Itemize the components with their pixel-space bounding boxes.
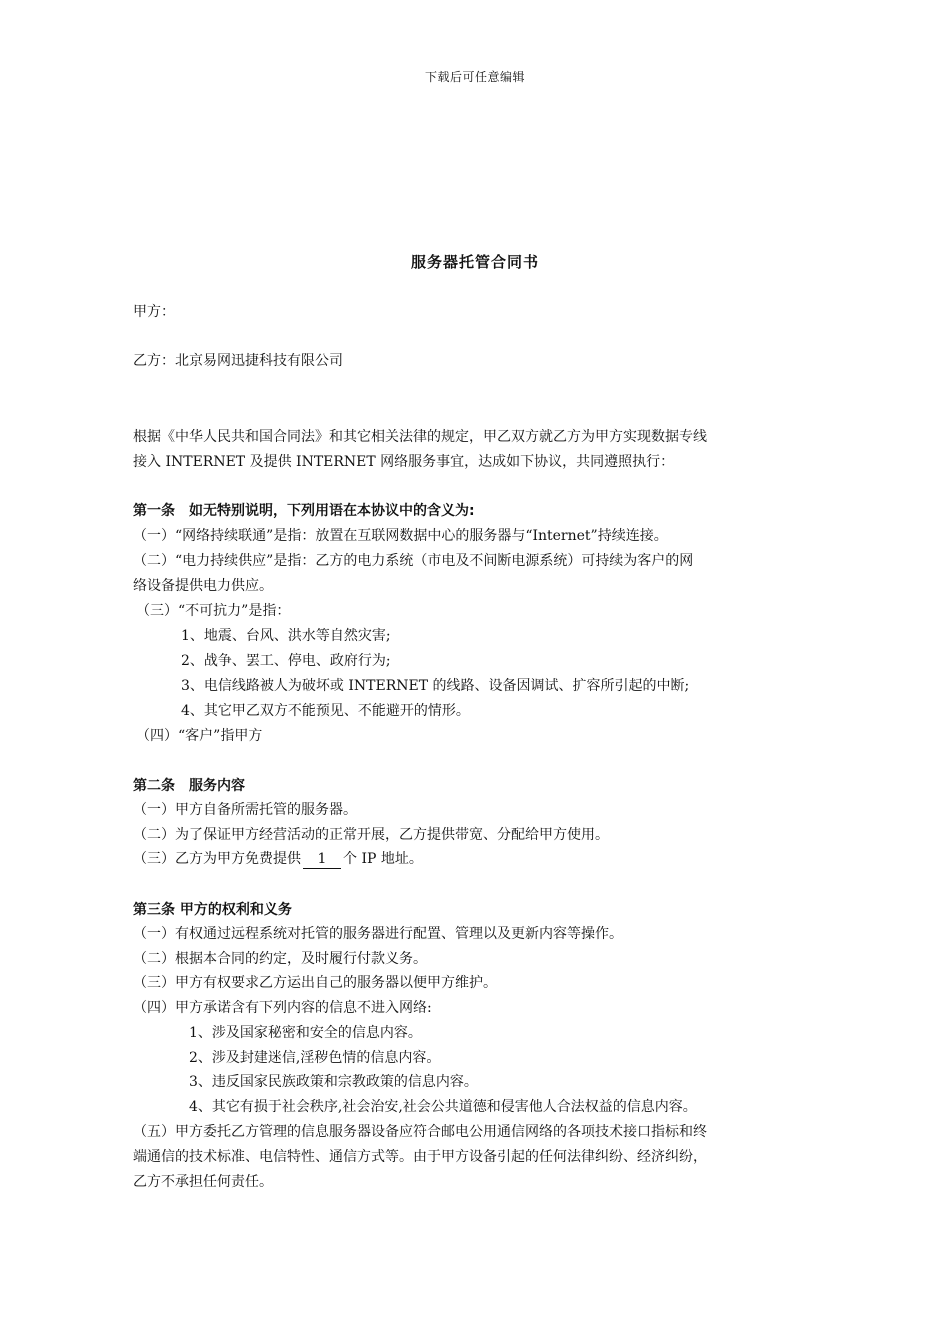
article2-item-3-prefix: （三）乙方为甲方免费提供 [133,851,301,867]
article1-item-1: （一）“网络持续联通”是指：放置在互联网数据中心的服务器与“Internet”持续连接。 [133,528,668,544]
article2-item-3 [133,847,423,871]
intro-line-2: 接入 INTERNET 及提供 INTERNET 网络服务事宜，达成如下协议，共同遵照执行： [133,454,675,470]
article3-heading: 第三条 甲方的权利和义务 [133,902,292,918]
article1-item-2-cont: 络设备提供电力供应。 [133,578,273,594]
ip-count-blank: 1 [303,850,341,869]
force-majeure-1: 1、地震、台风、洪水等自然灾害; [181,628,391,644]
prohibited-2: 2、涉及封建迷信,淫秽色情的信息内容。 [189,1050,441,1066]
article1-heading: 第一条 如无特别说明，下列用语在本协议中的含义为: [133,503,475,519]
article2-item-3-suffix: 个 IP 地址。 [343,851,423,867]
prohibited-1: 1、涉及国家秘密和安全的信息内容。 [189,1025,422,1041]
article2-item-2: （二）为了保证甲方经营活动的正常开展，乙方提供带宽、分配给甲方使用。 [133,827,609,843]
article3-item-2: （二）根据本合同的约定，及时履行付款义务。 [133,951,427,967]
article1-item-2: （二）“电力持续供应”是指：乙方的电力系统（市电及不间断电源系统）可持续为客户的网 [133,553,694,569]
contract-title: 服务器托管合同书 [410,253,539,271]
article3-item-1: （一）有权通过远程系统对托管的服务器进行配置、管理以及更新内容等操作。 [133,926,623,942]
force-majeure-4: 4、其它甲乙双方不能预见、不能避开的情形。 [181,703,470,719]
party-a: 甲方： [133,304,175,320]
force-majeure-3: 3、电信线路被人为破坏或 INTERNET 的线路、设备因调试、扩容所引起的中断; [181,678,690,694]
article3-item-5-line-2: 端通信的技术标准、电信特性、通信方式等。由于甲方设备引起的任何法律纠纷、经济纠纷， [133,1149,707,1165]
prohibited-3: 3、违反国家民族政策和宗教政策的信息内容。 [189,1074,478,1090]
article2-item-1: （一）甲方自备所需托管的服务器。 [133,802,357,818]
article3-item-3: （三）甲方有权要求乙方运出自己的服务器以便甲方维护。 [133,975,497,991]
article2-heading: 第二条 服务内容 [133,778,245,794]
prohibited-4: 4、其它有损于社会秩序,社会治安,社会公共道德和侵害他人合法权益的信息内容。 [189,1099,697,1115]
article3-item-5-line-3: 乙方不承担任何责任。 [133,1174,273,1190]
party-b: 乙方：北京易网迅捷科技有限公司 [133,353,343,369]
article3-item-4: （四）甲方承诺含有下列内容的信息不进入网络: [133,1000,432,1016]
article1-item-3: （三）“不可抗力”是指： [136,603,291,619]
article1-item-4: （四）“客户”指甲方 [136,728,263,744]
force-majeure-2: 2、战争、罢工、停电、政府行为; [181,653,391,669]
intro-line-1: 根据《中华人民共和国合同法》和其它相关法律的规定，甲乙双方就乙方为甲方实现数据专线 [133,429,707,445]
article3-item-5-line-1: （五）甲方委托乙方管理的信息服务器设备应符合邮电公用通信网络的各项技术接口指标和终 [133,1124,707,1140]
page-header-note: 下载后可任意编辑 [424,70,525,84]
